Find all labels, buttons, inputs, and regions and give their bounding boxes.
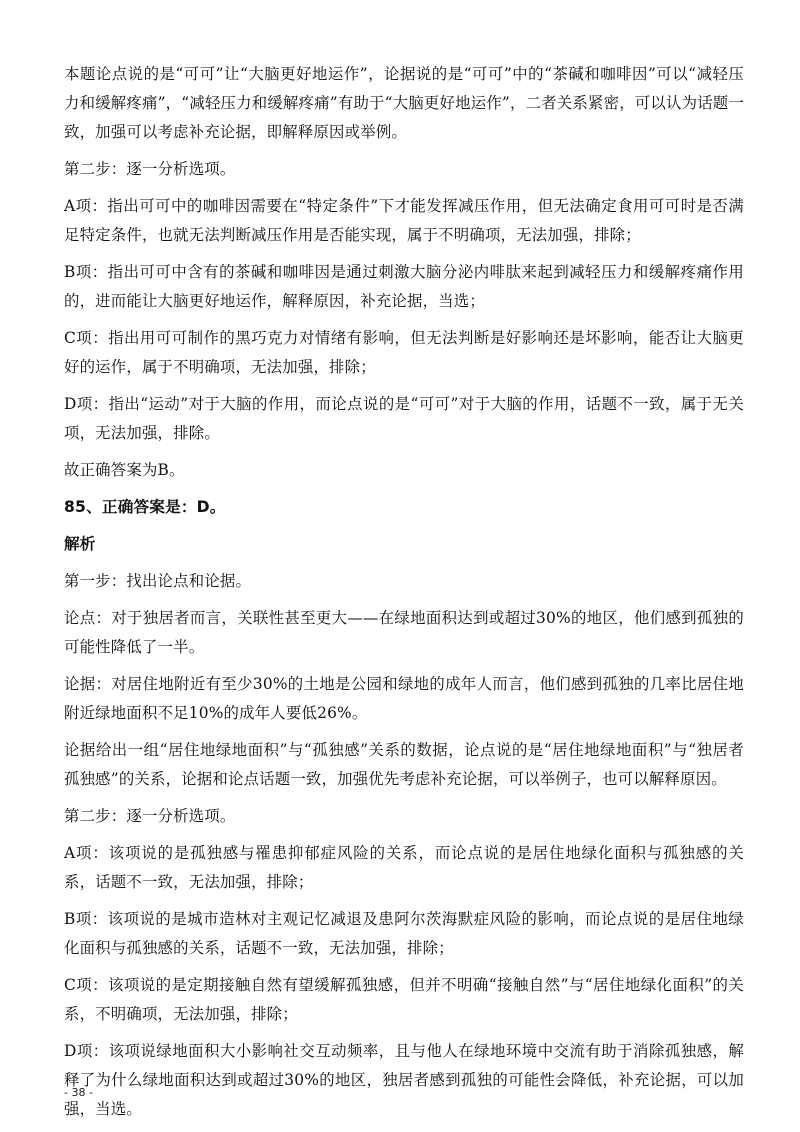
paragraph-relation-analysis: 论据给出一组“居住地绿地面积”与“孤独感”关系的数据，论点说的是“居住地绿地面积”与“独居者孤独感”的关系，论据和论点话题一致，加强优先考虑补充论据，可以举例子，也可以解释原因。 xyxy=(64,741,744,788)
paragraph-option-b-second: B项：该项说的是城市造林对主观记忆减退及患阿尔茨海默症风险的影响，而论点说的是居住地绿化面积与孤独感的关系，话题不一致，无法加强，排除； xyxy=(64,910,744,957)
paragraph-option-c-second: C项：该项说的是定期接触自然有望缓解孤独感，但并不明确“接触自然”与“居住地绿化面积”的关系，不明确项，无法加强，排除； xyxy=(64,976,744,1023)
paragraph-option-d-second: D项：该项说绿地面积大小影响社交互动频率，且与他人在绿地环境中交流有助于消除孤独感，解释了为什么绿地面积达到或超过30%的地区，独居者感到孤独的可能性会降低，补充论据，可以加强，当选。 xyxy=(64,1042,744,1118)
paragraph-option-b: B项：指出可可中含有的茶碱和咖啡因是通过刺激大脑分泌内啡肽来起到减轻压力和缓解疼痛作用的，进而能让大脑更好地运作，解释原因，补充论据，当选； xyxy=(64,263,744,310)
paragraph-step-two: 第二步：逐一分析选项。 xyxy=(64,160,236,178)
document-page xyxy=(64,60,744,1132)
page-number: - 38 - xyxy=(64,1086,93,1099)
paragraph-option-a: A项：指出可可中的咖啡因需要在“特定条件”下才能发挥减压作用，但无法确定食用可可时是否满足特定条件，也就无法判断减压作用是否能实现，属于不明确项，无法加强，排除； xyxy=(64,197,744,244)
question-85-answer-heading: 85、正确答案是：D。 xyxy=(64,498,226,516)
paragraph-option-a-second: A项：该项说的是孤独感与罹患抑郁症风险的关系，而论点说的是居住地绿化面积与孤独感的关系，话题不一致，无法加强，排除； xyxy=(64,844,744,891)
paragraph-thesis: 论点：对于独居者而言，关联性甚至更大——在绿地面积达到或超过30%的地区，他们感到孤独的可能性降低了一半。 xyxy=(64,609,744,656)
paragraph-step-two-second: 第二步：逐一分析选项。 xyxy=(64,807,236,825)
paragraph-argument-summary: 本题论点说的是“可可”让“大脑更好地运作”，论据说的是“可可”中的“茶碱和咖啡因”可以“减轻压力和缓解疼痛”，“减轻压力和缓解疼痛”有助于“大脑更好地运作”，二者关系紧密，可以认为话题一致，加强可以考虑补充论据，即解释原因或举例。 xyxy=(64,65,744,141)
analysis-heading: 解析 xyxy=(64,535,96,553)
paragraph-option-d: D项：指出“运动”对于大脑的作用，而论点说的是“可可”对于大脑的作用，话题不一致，属于无关项，无法加强，排除。 xyxy=(64,395,744,442)
paragraph-answer-conclusion: 故正确答案为B。 xyxy=(64,461,185,479)
paragraph-step-one: 第一步：找出论点和论据。 xyxy=(64,572,252,590)
paragraph-evidence: 论据：对居住地附近有至少30%的土地是公园和绿地的成年人而言，他们感到孤独的几率比居住地附近绿地面积不足10%的成年人要低26%。 xyxy=(64,675,744,722)
paragraph-option-c: C项：指出用可可制作的黑巧克力对情绪有影响，但无法判断是好影响还是坏影响，能否让大脑更好的运作，属于不明确项，无法加强，排除； xyxy=(64,329,744,376)
